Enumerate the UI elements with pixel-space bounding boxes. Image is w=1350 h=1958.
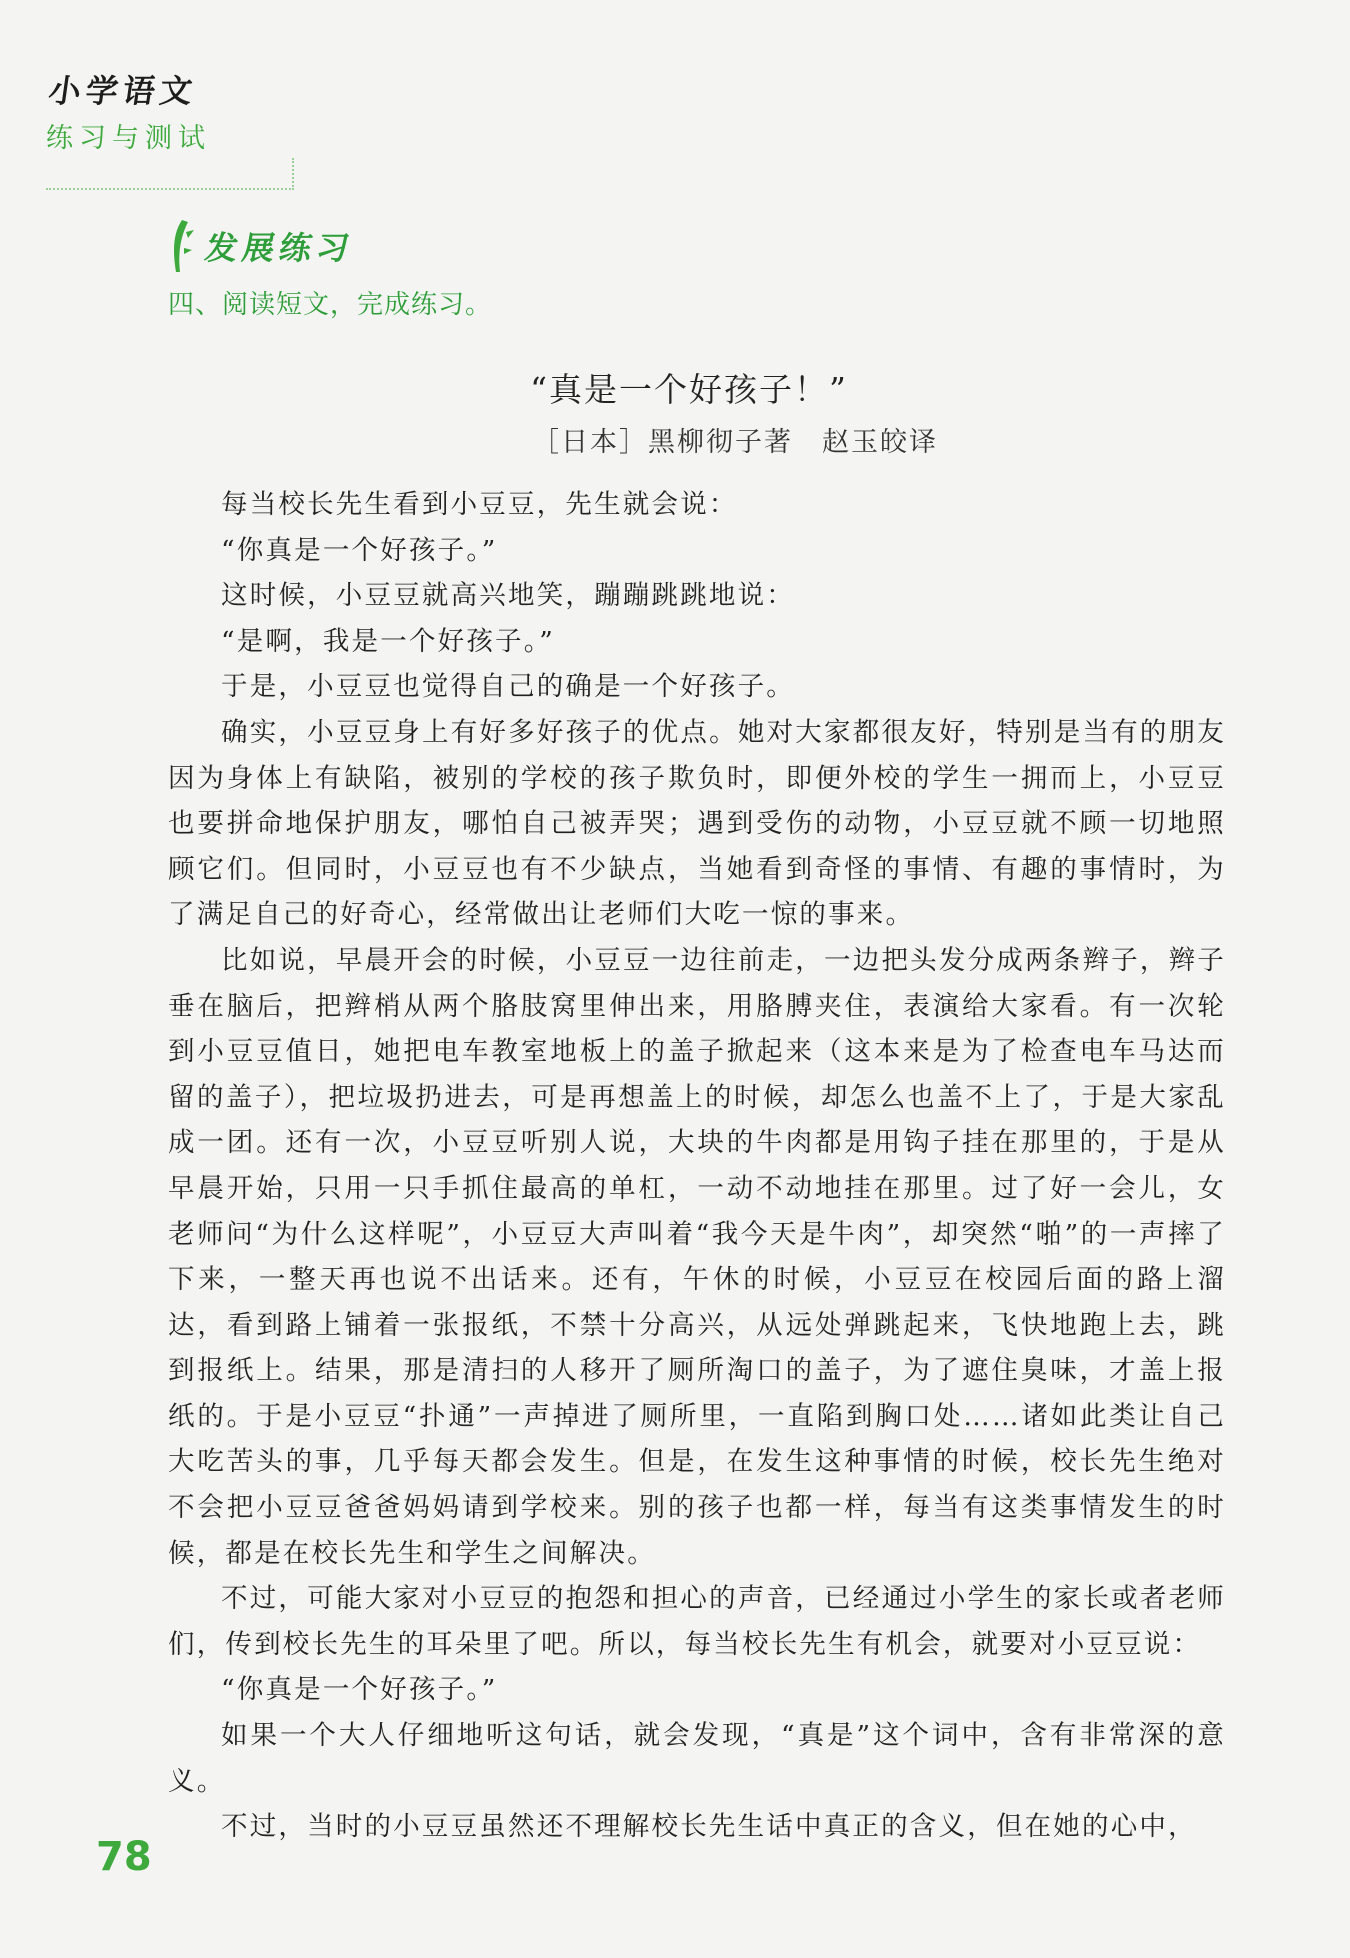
- series-title: 小学语文: [46, 72, 200, 110]
- header-dotted-frame: [46, 158, 294, 190]
- series-subtitle: 练习与测试: [46, 123, 211, 154]
- paragraph: 比如说，早晨开会的时候，小豆豆一边往前走，一边把头发分成两条辫子，辫子垂在脑后，把辫梢从两个胳肢窝里伸出来，用胳膊夹住，表演给大家看。有一次轮到小豆豆值日，她把电车教室地板上的盖子掀起来（这本来是为了检查电车马达而留的盖子），把垃圾扔进去，可是再想盖上的时候，却怎么也盖不上了，于是大家乱成一团。还有一次，小豆豆听别人说，大块的牛肉都是用钩子挂在那里的，于是从早晨开始，只用一只手抓住最高的单杠，一动不动地挂在那里。过了好一会儿，女老师问“为什么这样呢”，小豆豆大声叫着“我今天是牛肉”，却突然“啪”的一声摔了下来，一整天再也说不出话来。还有，午休的时候，小豆豆在校园后面的路上溜达，看到路上铺着一张报纸，不禁十分高兴，从远处弹跳起来，飞快地跑上去，跳到报纸上。结果，那是清扫的人移开了厕所淘口的盖子，为了遮住臭味，才盖上报纸的。于是小豆豆“扑通”一声掉进了厕所里，一直陷到胸口处……诸如此类让自己大吃苦头的事，几乎每天都会发生。但是，在发生这种事情的时候，校长先生绝对不会把小豆豆爸爸妈妈请到学校来。别的孩子也都一样，每当有这类事情发生的时候，都是在校长先生和学生之间解决。: [168, 944, 1226, 1569]
- paragraph: “是啊，我是一个好孩子。”: [221, 625, 555, 657]
- article-body: [168, 482, 1226, 1850]
- section-heading: [164, 218, 358, 274]
- paragraph: 确实，小豆豆身上有好多好孩子的优点。她对大家都很友好，特别是当有的朋友因为身体上有缺陷，被别的学校的孩子欺负时，即便外校的学生一拥而上，小豆豆也要拼命地保护朋友，哪怕自己被弄哭；遇到受伤的动物，小豆豆就不顾一切地照顾它们。但同时，小豆豆也有不少缺点，当她看到奇怪的事情、有趣的事情时，为了满足自己的好奇心，经常做出让老师们大吃一惊的事来。: [168, 716, 1226, 931]
- article-byline: ［日本］黑柳彻子著 赵玉皎译: [532, 427, 938, 458]
- paragraph: 不过，可能大家对小豆豆的抱怨和担心的声音，已经通过小学生的家长或者老师们，传到校长先生的耳朵里了吧。所以，每当校长先生有机会，就要对小豆豆说：: [168, 1583, 1226, 1660]
- paragraph: 于是，小豆豆也觉得自己的确是一个好孩子。: [221, 671, 795, 703]
- page-number: 78: [96, 1834, 152, 1880]
- paragraph: 每当校长先生看到小豆豆，先生就会说：: [221, 489, 738, 520]
- paragraph: “你真是一个好孩子。”: [221, 534, 498, 566]
- page-header: [46, 66, 296, 155]
- paragraph: “你真是一个好孩子。”: [221, 1674, 498, 1706]
- paragraph: 不过，当时的小豆豆虽然还不理解校长先生话中真正的含义，但在她的心中，: [221, 1811, 1197, 1843]
- question-prompt: 四、阅读短文，完成练习。: [168, 290, 493, 320]
- section-title: 发展练习: [202, 229, 358, 267]
- brush-stroke-icon: [164, 218, 198, 274]
- article-title: “真是一个好孩子！”: [530, 370, 848, 409]
- paragraph: 如果一个大人仔细地听这句话，就会发现，“真是”这个词中，含有非常深的意义。: [168, 1720, 1226, 1797]
- paragraph: 这时候，小豆豆就高兴地笑，蹦蹦跳跳地说：: [221, 580, 795, 612]
